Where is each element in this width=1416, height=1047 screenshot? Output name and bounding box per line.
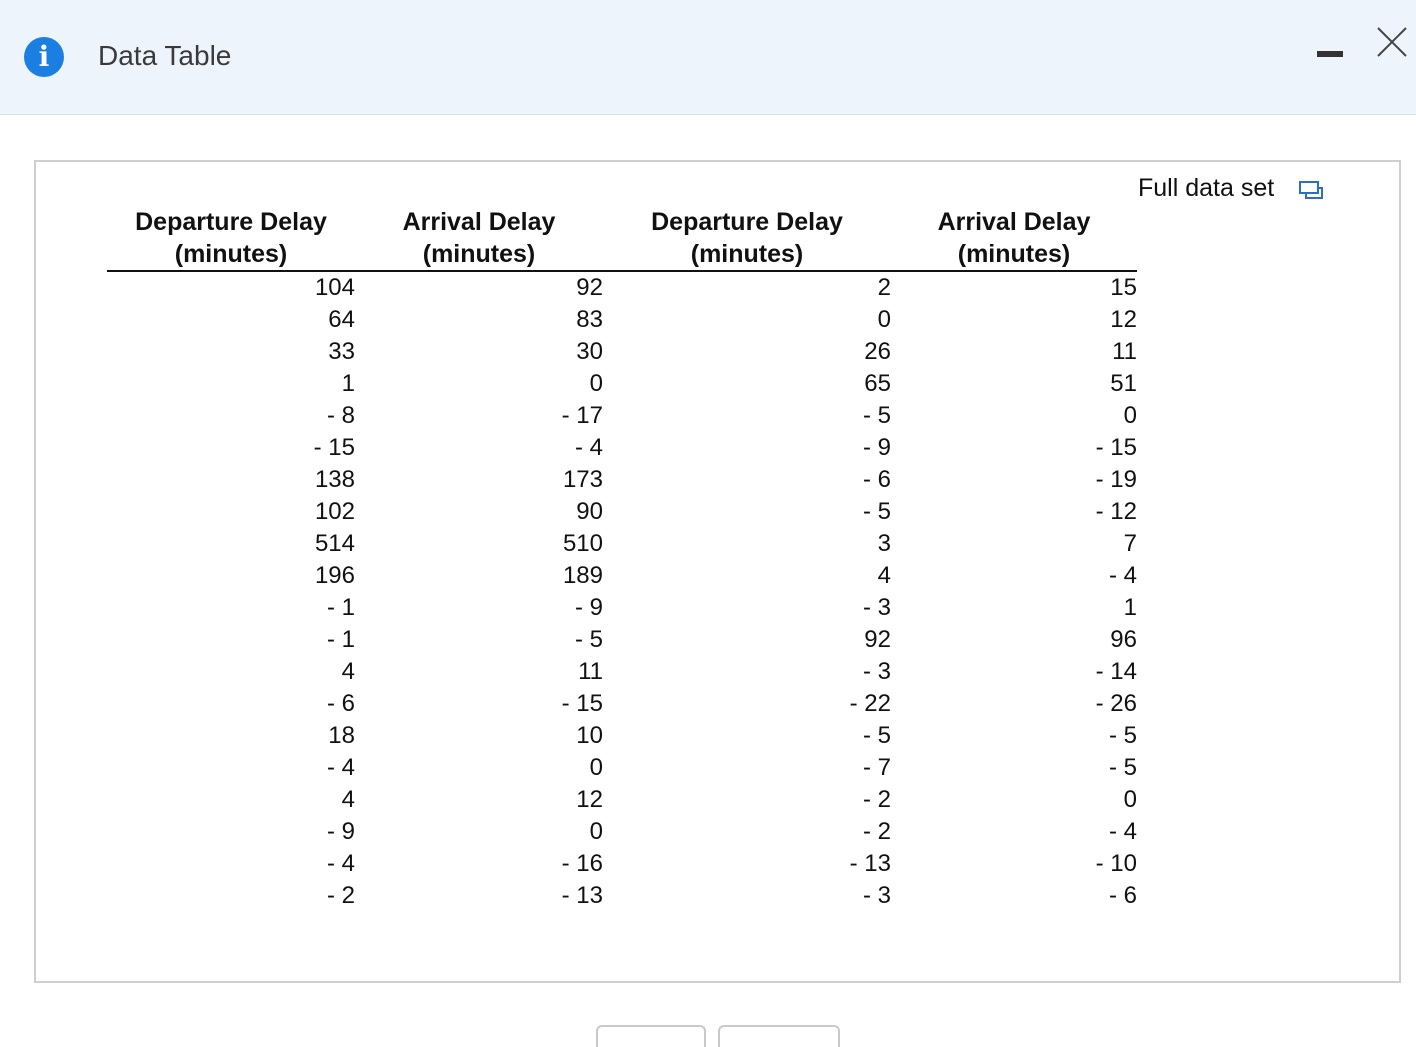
table-cell: - 14 [1095,658,1137,685]
table-cell: 96 [1110,626,1137,653]
table-cell: - 6 [326,690,355,717]
header-row [107,206,1137,271]
table-cell: 510 [562,530,603,557]
table-cell: - 13 [561,882,603,909]
table-cell: 2 [877,274,891,301]
table-cell: - 3 [862,658,891,685]
info-icon: i [24,37,64,77]
table-cell: - 9 [326,818,355,845]
table-cell: - 1 [326,626,355,653]
minimize-button[interactable] [1310,34,1350,74]
table-cell: 11 [1112,338,1137,365]
dialog-button[interactable] [596,1025,706,1047]
table-cell: 1 [341,370,355,397]
table-cell: 11 [578,658,603,685]
table-row [107,336,1137,368]
table-cell: 15 [1110,274,1137,301]
table-cell: - 5 [862,722,891,749]
table-row [107,368,1137,400]
close-icon [1372,22,1412,62]
table-cell: - 7 [862,754,891,781]
table-cell: - 26 [1095,690,1137,717]
table-row [107,496,1137,528]
table-cell: - 17 [561,402,603,429]
table-row [107,752,1137,784]
table-row [107,784,1137,816]
table-cell: - 2 [862,786,891,813]
table-cell: 12 [1110,306,1137,333]
data-table [107,206,1137,912]
table-cell: - 8 [326,402,355,429]
table-row [107,880,1137,912]
minimize-icon [1317,51,1343,57]
table-cell: 65 [864,370,891,397]
table-cell: - 15 [561,690,603,717]
table-cell: 173 [562,466,603,493]
column-header: Departure Delay (minutes) [603,206,891,271]
table-cell: - 16 [561,850,603,877]
table-cell: - 3 [862,594,891,621]
table-cell: 26 [864,338,891,365]
table-cell: - 19 [1095,466,1137,493]
table-row [107,271,1137,304]
table-row [107,400,1137,432]
table-cell: - 5 [1108,722,1137,749]
table-row [107,464,1137,496]
table-cell: 1 [1123,594,1137,621]
column-header: Departure Delay (minutes) [107,206,355,271]
table-cell: 12 [576,786,603,813]
table-row [107,816,1137,848]
table-cell: - 5 [1108,754,1137,781]
table-cell: 30 [576,338,603,365]
table-cell: - 4 [1108,818,1137,845]
table-cell: 0 [1123,786,1137,813]
table-cell: 0 [1123,402,1137,429]
table-row [107,432,1137,464]
table-cell: - 15 [313,434,355,461]
column-header: Arrival Delay (minutes) [355,206,603,271]
table-cell: - 10 [1095,850,1137,877]
table-row [107,720,1137,752]
table-cell: - 12 [1095,498,1137,525]
table-cell: 0 [877,306,891,333]
table-cell: 104 [314,274,355,301]
table-row [107,688,1137,720]
table-cell: 3 [877,530,891,557]
table-cell: 18 [328,722,355,749]
close-button[interactable] [1372,22,1412,62]
table-cell: - 22 [849,690,891,717]
table-cell: 7 [1123,530,1137,557]
full-data-set-label: Full data set [1138,174,1275,202]
table-row [107,304,1137,336]
table-cell: 10 [576,722,603,749]
table-cell: - 6 [1108,882,1137,909]
table-cell: 4 [877,562,891,589]
table-cell: - 3 [862,882,891,909]
dialog-button[interactable] [718,1025,840,1047]
table-row [107,848,1137,880]
table-cell: - 1 [326,594,355,621]
table-cell: 189 [562,562,603,589]
copy-icon[interactable] [1298,178,1324,202]
table-cell: 51 [1110,370,1137,397]
table-cell: 4 [341,786,355,813]
table-cell: - 2 [326,882,355,909]
title-bar [0,0,1416,115]
table-cell: 83 [576,306,603,333]
table-row [107,624,1137,656]
table-cell: - 9 [574,594,603,621]
table-cell: 196 [314,562,355,589]
table-row [107,656,1137,688]
table-cell: - 5 [862,402,891,429]
table-body [107,271,1137,912]
table-cell: 0 [589,754,603,781]
table-row [107,528,1137,560]
window-title: Data Table [98,40,232,71]
table-cell: 92 [864,626,891,653]
table-cell: 102 [314,498,355,525]
table-cell: - 5 [574,626,603,653]
table-cell: 90 [576,498,603,525]
table-cell: - 2 [862,818,891,845]
table-cell: 514 [314,530,355,557]
table-cell: - 4 [574,434,603,461]
table-cell: 4 [341,658,355,685]
table-cell: 0 [589,818,603,845]
column-header: Arrival Delay (minutes) [891,206,1137,271]
table-cell: - 5 [862,498,891,525]
table-cell: 138 [314,466,355,493]
table-cell: - 9 [862,434,891,461]
table-cell: - 13 [849,850,891,877]
table-cell: - 6 [862,466,891,493]
table-cell: 0 [589,370,603,397]
table-cell: - 15 [1095,434,1137,461]
data-panel [34,160,1401,983]
table-cell: 64 [328,306,355,333]
table-row [107,592,1137,624]
table-cell: - 4 [326,754,355,781]
table-cell: - 4 [326,850,355,877]
table-cell: - 4 [1108,562,1137,589]
table-cell: 92 [576,274,603,301]
table-row [107,560,1137,592]
table-cell: 33 [328,338,355,365]
